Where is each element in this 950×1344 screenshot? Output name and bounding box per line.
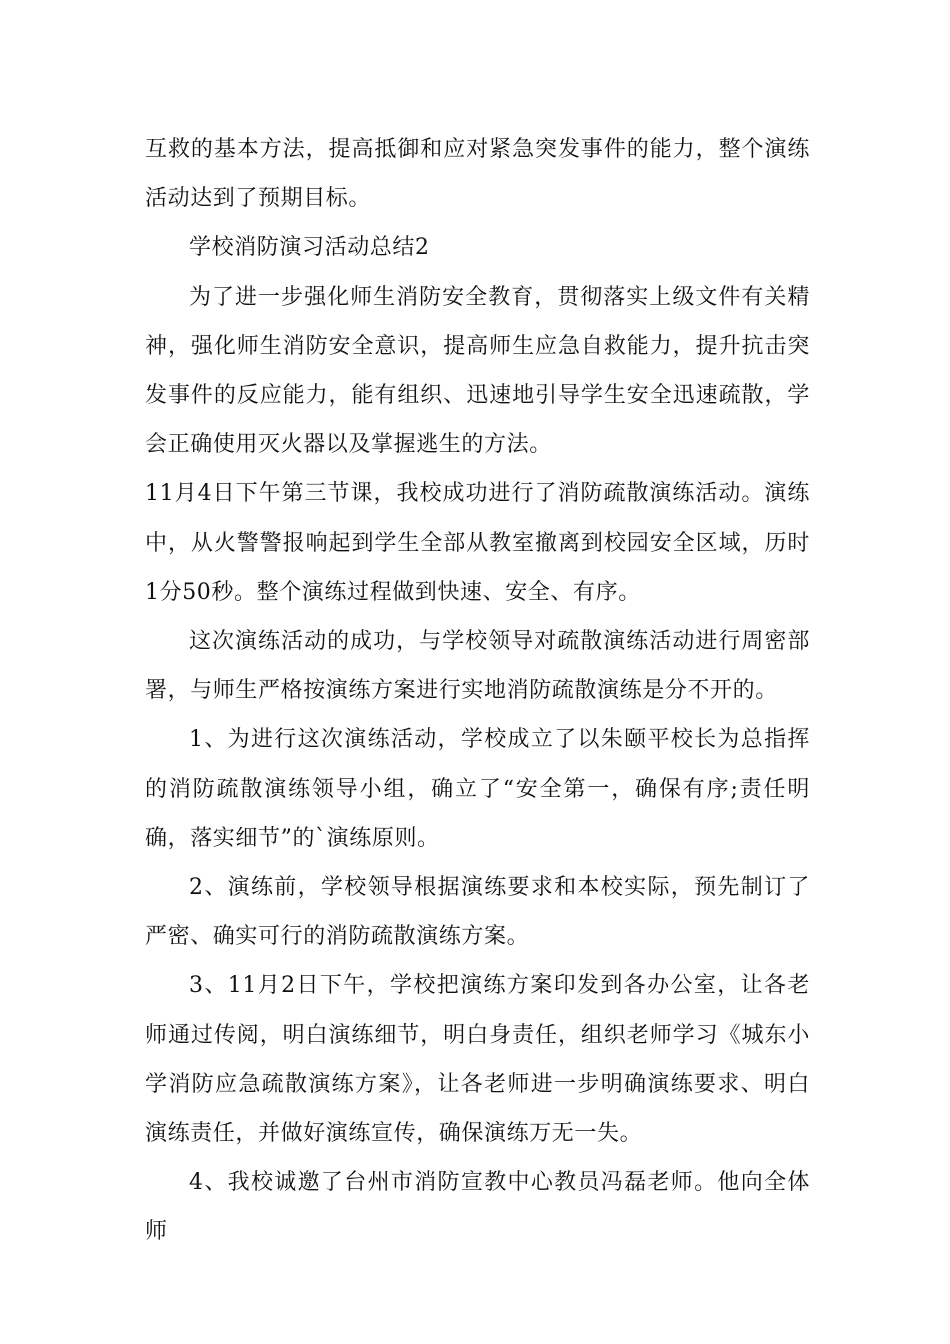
document-body — [145, 125, 810, 1257]
paragraph-7: 3、11月2日下午，学校把演练方案印发到各办公室，让各老师通过传阅，明白演练细节，明白身责任，组织老师学习《城东小学消防应急疏散演练方案》，让各老师进一步明确演练要求、明白演练责任，并做好演练宣传，确保演练万无一失。 — [145, 973, 810, 1147]
paragraph-5: 1、为进行这次演练活动，学校成立了以朱颐平校长为总指挥的消防疏散演练领导小组，确立了“安全第一，确保有序;责任明确，落实细节”的`演练原则。 — [145, 727, 810, 851]
section-heading: 学校消防演习活动总结2 — [189, 235, 430, 261]
paragraph-8: 4、我校诚邀了台州市消防宣教中心教员冯磊老师。他向全体师 — [145, 1170, 810, 1245]
paragraph-4: 这次演练活动的成功，与学校领导对疏散演练活动进行周密部署，与师生严格按演练方案进行实地消防疏散演练是分不开的。 — [145, 629, 810, 704]
paragraph-6: 2、演练前，学校领导根据演练要求和本校实际，预先制订了严密、确实可行的消防疏散演练方案。 — [145, 875, 810, 950]
paragraph-1: 互救的基本方法，提高抵御和应对紧急突发事件的能力，整个演练活动达到了预期目标。 — [145, 137, 810, 212]
paragraph-2: 为了进一步强化师生消防安全教育，贯彻落实上级文件有关精神，强化师生消防安全意识，提高师生应急自救能力，提升抗击突发事件的反应能力，能有组织、迅速地引导学生安全迅速疏散，学会正确使用灭火器以及掌握逃生的方法。 — [145, 284, 810, 458]
paragraph-3: 11月4日下午第三节课，我校成功进行了消防疏散演练活动。演练中，从火警警报响起到学生全部从教室撤离到校园安全区域，历时1分50秒。整个演练过程做到快速、安全、有序。 — [145, 481, 810, 605]
